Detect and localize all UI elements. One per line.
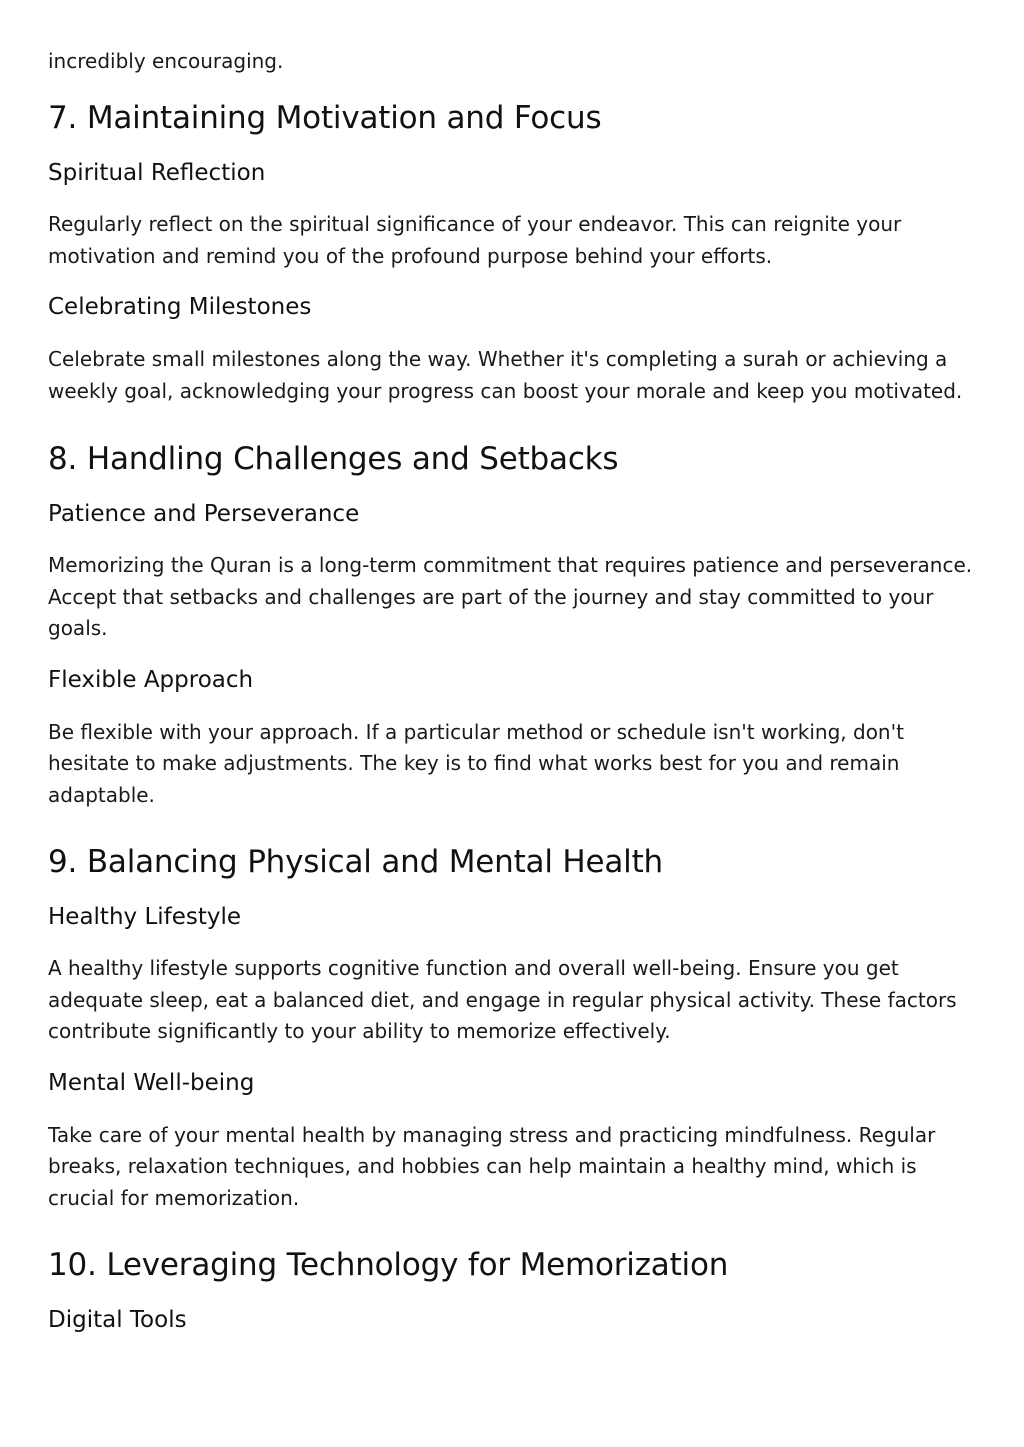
subsection-text: Regularly reflect on the spiritual significance of your endeavor. This can reignite your motivation and remind you of the profound purpose behind your efforts. xyxy=(48,212,902,268)
intro-tail-text: incredibly encouraging. xyxy=(48,49,284,73)
section-heading: 9. Balancing Physical and Mental Health xyxy=(48,844,664,880)
subsection-title: Digital Tools xyxy=(48,1307,187,1333)
subsection-text: Be flexible with your approach. If a particular method or schedule isn't working, don't hesitate to make adjustments. The key is to find what works best for you and remain adaptable. xyxy=(48,719,904,807)
subsection-text: Memorizing the Quran is a long-term commitment that requires patience and perseverance. Accept that setbacks and challenges are part of the journey and stay committed to your goals. xyxy=(48,553,973,640)
subsection-text: Take care of your mental health by managing stress and practicing mindfulness. Regular breaks, relaxation techniques, and hobbies can help maintain a healthy mind, which is crucial for memorization. xyxy=(48,1122,936,1210)
subsection-title: Flexible Approach xyxy=(48,666,254,693)
subsection-title: Healthy Lifestyle xyxy=(48,904,242,930)
subsection-title: Celebrating Milestones xyxy=(48,294,312,320)
subsection-text: A healthy lifestyle supports cognitive function and overall well-being. Ensure you get adequate sleep, eat a balanced diet, and engage in regular physical activity. These factors contribute significantly to your ability to memorize effectively. xyxy=(48,956,957,1043)
subsection-text: Celebrate small milestones along the way. Whether it's completing a surah or achieving a weekly goal, acknowledging your progress can boost your morale and keep you motivated. xyxy=(48,347,963,403)
subsection-title: Spiritual Reflection xyxy=(48,160,266,186)
section-8 xyxy=(48,439,978,811)
section-9 xyxy=(48,842,978,1214)
section-10 xyxy=(48,1245,978,1335)
section-heading: 10. Leveraging Technology for Memorization xyxy=(48,1247,729,1283)
section-heading: 8. Handling Challenges and Setbacks xyxy=(48,441,619,477)
subsection-title: Patience and Perseverance xyxy=(48,501,360,527)
subsection-title: Mental Well-being xyxy=(48,1069,255,1096)
section-7 xyxy=(48,98,978,407)
section-heading: 7. Maintaining Motivation and Focus xyxy=(48,100,602,136)
